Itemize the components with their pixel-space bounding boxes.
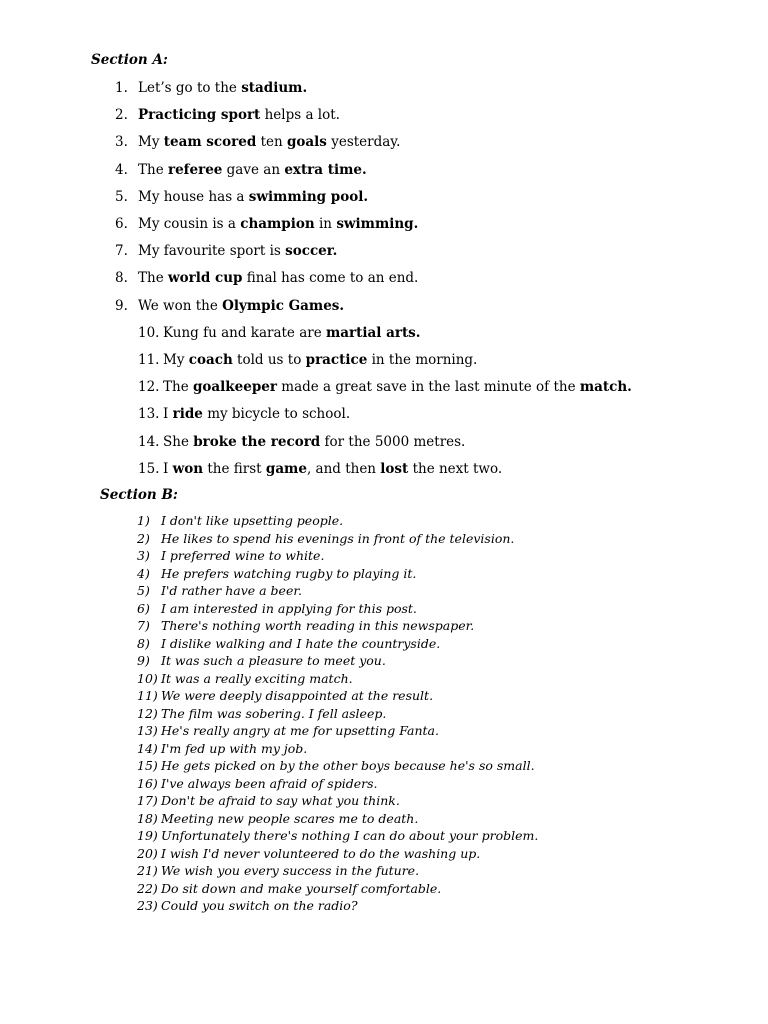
item-sentence [163, 377, 632, 397]
sentence-fragment: for the 5000 metres. [320, 433, 466, 450]
item-number: 3. [115, 134, 128, 151]
vocabulary-word: practice [305, 352, 368, 368]
vocabulary-word: won [172, 460, 204, 477]
section-b-item [0, 635, 768, 652]
vocabulary-word: champion [240, 216, 315, 232]
vocabulary-word: world cup [167, 270, 243, 287]
item-number: 9. [115, 297, 128, 314]
item-number: 18) [137, 810, 158, 826]
section-b-item [0, 775, 768, 792]
item-sentence: I am interested in applying for this post. [161, 600, 417, 616]
section-a-item [0, 350, 768, 370]
sentence-fragment: gave an [222, 161, 285, 178]
section-a-item [0, 241, 768, 261]
item-sentence: He's really angry at me for upsetting Fanta. [161, 723, 439, 738]
item-number: 8) [137, 635, 150, 651]
section-a-item [0, 432, 768, 452]
section-a-title: Section A: [91, 52, 168, 68]
sentence-fragment: I [163, 460, 173, 477]
section-b-item [0, 670, 768, 687]
section-b-item [0, 687, 768, 704]
item-number: 1. [115, 80, 128, 96]
item-sentence: He likes to spend his evenings in front of the television. [161, 530, 515, 546]
item-number: 3) [137, 548, 150, 563]
section-b-item [0, 512, 768, 529]
section-b-item [0, 705, 768, 722]
item-sentence [138, 187, 368, 207]
item-number: 12) [137, 705, 158, 721]
vocabulary-word: coach [188, 352, 233, 368]
item-sentence: We wish you every success in the future. [161, 863, 420, 878]
section-b-item [0, 827, 768, 844]
sentence-fragment: final has come to an end. [242, 270, 419, 287]
vocabulary-word: stadium. [241, 80, 308, 96]
item-number: 2) [137, 530, 150, 546]
vocabulary-word: swimming pool. [248, 188, 369, 205]
item-number: 14) [137, 740, 158, 756]
section-b-item [0, 617, 768, 634]
vocabulary-word: goals [286, 134, 327, 151]
item-sentence: I'm fed up with my job. [161, 740, 308, 756]
item-number: 16) [137, 775, 158, 791]
item-sentence [138, 241, 337, 261]
item-sentence: I dislike walking and I hate the countryside. [161, 635, 441, 651]
item-number: 23) [137, 898, 158, 913]
vocabulary-word: lost [380, 460, 409, 477]
section-b-item [0, 845, 768, 862]
item-sentence: I don't like upsetting people. [161, 513, 344, 528]
item-sentence: I've always been afraid of spiders. [161, 775, 378, 791]
section-a-item [0, 187, 768, 207]
item-sentence: There's nothing worth reading in this newspaper. [161, 618, 475, 633]
item-sentence [163, 350, 477, 370]
item-number: 5. [115, 188, 128, 205]
section-b-item [0, 862, 768, 879]
sentence-fragment: the first [203, 460, 266, 477]
item-number: 5) [137, 583, 150, 598]
sentence-fragment: Kung fu and karate are [163, 324, 326, 341]
sentence-fragment: We won the [138, 297, 223, 314]
item-number: 11) [137, 688, 158, 703]
sentence-fragment: My cousin is a [138, 216, 241, 232]
item-sentence: He prefers watching rugby to playing it. [161, 565, 417, 581]
item-number: 17) [137, 793, 158, 808]
sentence-fragment: The [138, 161, 168, 178]
item-number: 22) [137, 880, 158, 896]
item-sentence: Unfortunately there's nothing I can do about your problem. [161, 828, 539, 843]
section-b-item [0, 722, 768, 739]
vocabulary-word: soccer. [285, 243, 338, 260]
item-sentence [138, 132, 400, 152]
sentence-fragment: The [163, 379, 193, 396]
section-b-item [0, 810, 768, 827]
item-sentence [163, 404, 350, 424]
sentence-fragment: , and then [306, 460, 381, 477]
vocabulary-word: ride [172, 406, 203, 423]
item-sentence [163, 323, 420, 343]
item-sentence: Meeting new people scares me to death. [161, 810, 419, 826]
sentence-fragment: My [163, 352, 189, 368]
item-number: 4) [137, 565, 150, 581]
sentence-fragment: My house has a [138, 188, 249, 205]
section-b-title: Section B: [100, 487, 178, 503]
item-number: 7. [115, 243, 128, 260]
item-number: 1) [137, 513, 150, 528]
sentence-fragment: My favourite sport is [138, 243, 286, 260]
item-number: 10) [137, 670, 158, 686]
item-sentence [138, 78, 307, 98]
vocabulary-word: swimming. [336, 216, 419, 232]
section-a-item [0, 459, 768, 479]
item-sentence: It was a really exciting match. [161, 670, 353, 686]
section-a-item [0, 377, 768, 397]
item-number: 15. [138, 460, 160, 477]
vocabulary-word: game [265, 460, 307, 477]
section-a-item [0, 78, 768, 98]
item-number: 19) [137, 828, 158, 843]
item-number: 6) [137, 600, 150, 616]
item-number: 2. [115, 107, 128, 124]
item-sentence [138, 105, 340, 125]
item-sentence [163, 459, 502, 479]
vocabulary-word: match. [579, 379, 632, 396]
section-b-item [0, 582, 768, 599]
item-sentence [138, 214, 418, 234]
sentence-fragment: yesterday. [326, 134, 401, 151]
item-number: 11. [138, 352, 160, 368]
sentence-fragment: helps a lot. [260, 107, 340, 124]
item-sentence: It was such a pleasure to meet you. [161, 653, 386, 668]
item-number: 10. [138, 324, 160, 341]
item-sentence: Don't be afraid to say what you think. [161, 793, 400, 808]
item-number: 21) [137, 863, 158, 878]
section-b-item [0, 897, 768, 914]
sentence-fragment: made a great save in the last minute of the [276, 379, 580, 396]
item-sentence [138, 160, 367, 180]
vocabulary-word: Olympic Games. [222, 297, 345, 314]
section-a-item [0, 323, 768, 343]
section-b-item [0, 600, 768, 617]
item-number: 9) [137, 653, 150, 668]
vocabulary-word: goalkeeper [192, 379, 277, 396]
section-b-item [0, 530, 768, 547]
item-number: 4. [115, 161, 128, 178]
item-sentence [138, 296, 344, 316]
item-sentence: Could you switch on the radio? [161, 898, 358, 913]
item-number: 20) [137, 845, 158, 861]
section-a-item [0, 404, 768, 424]
sentence-fragment: my bicycle to school. [202, 406, 351, 423]
section-b-item [0, 757, 768, 774]
vocabulary-word: martial arts. [326, 324, 421, 341]
vocabulary-word: extra time. [284, 161, 367, 178]
section-b-item [0, 792, 768, 809]
section-b-item [0, 547, 768, 564]
item-number: 7) [137, 618, 150, 633]
section-b-item [0, 740, 768, 757]
sentence-fragment: the next two. [408, 460, 503, 477]
item-sentence: I'd rather have a beer. [161, 583, 302, 598]
sentence-fragment: I [163, 406, 173, 423]
vocabulary-word: broke the record [193, 433, 321, 450]
item-number: 6. [115, 216, 128, 232]
item-sentence: He gets picked on by the other boys because he's so small. [161, 758, 535, 773]
sentence-fragment: in the morning. [367, 352, 478, 368]
section-a-item [0, 105, 768, 125]
sentence-fragment: ten [256, 134, 287, 151]
item-number: 13) [137, 723, 158, 738]
item-number: 13. [138, 406, 160, 423]
item-sentence: I preferred wine to white. [161, 548, 325, 563]
sentence-fragment: The [138, 270, 168, 287]
section-a-item [0, 296, 768, 316]
section-a-item [0, 268, 768, 288]
section-b-item [0, 652, 768, 669]
item-sentence [163, 432, 465, 452]
item-number: 14. [138, 433, 160, 450]
section-b-item [0, 880, 768, 897]
section-a-item [0, 160, 768, 180]
vocabulary-word: team scored [163, 134, 257, 151]
item-sentence: The film was sobering. I fell asleep. [161, 705, 387, 721]
item-sentence: I wish I'd never volunteered to do the washing up. [161, 845, 481, 861]
sentence-fragment: Let’s go to the [138, 80, 242, 96]
item-sentence: Do sit down and make yourself comfortable. [161, 880, 442, 896]
section-a-item [0, 214, 768, 234]
vocabulary-word: Practicing sport [138, 107, 261, 124]
sentence-fragment: My [138, 134, 164, 151]
item-sentence [138, 268, 418, 288]
item-number: 12. [138, 379, 160, 396]
section-a-item [0, 132, 768, 152]
item-number: 8. [115, 270, 128, 287]
vocabulary-word: referee [167, 161, 223, 178]
sentence-fragment: told us to [232, 352, 306, 368]
item-sentence: We were deeply disappointed at the result. [161, 688, 434, 703]
sentence-fragment: in [314, 216, 337, 232]
item-number: 15) [137, 758, 158, 773]
sentence-fragment: She [163, 433, 194, 450]
section-b-item [0, 565, 768, 582]
